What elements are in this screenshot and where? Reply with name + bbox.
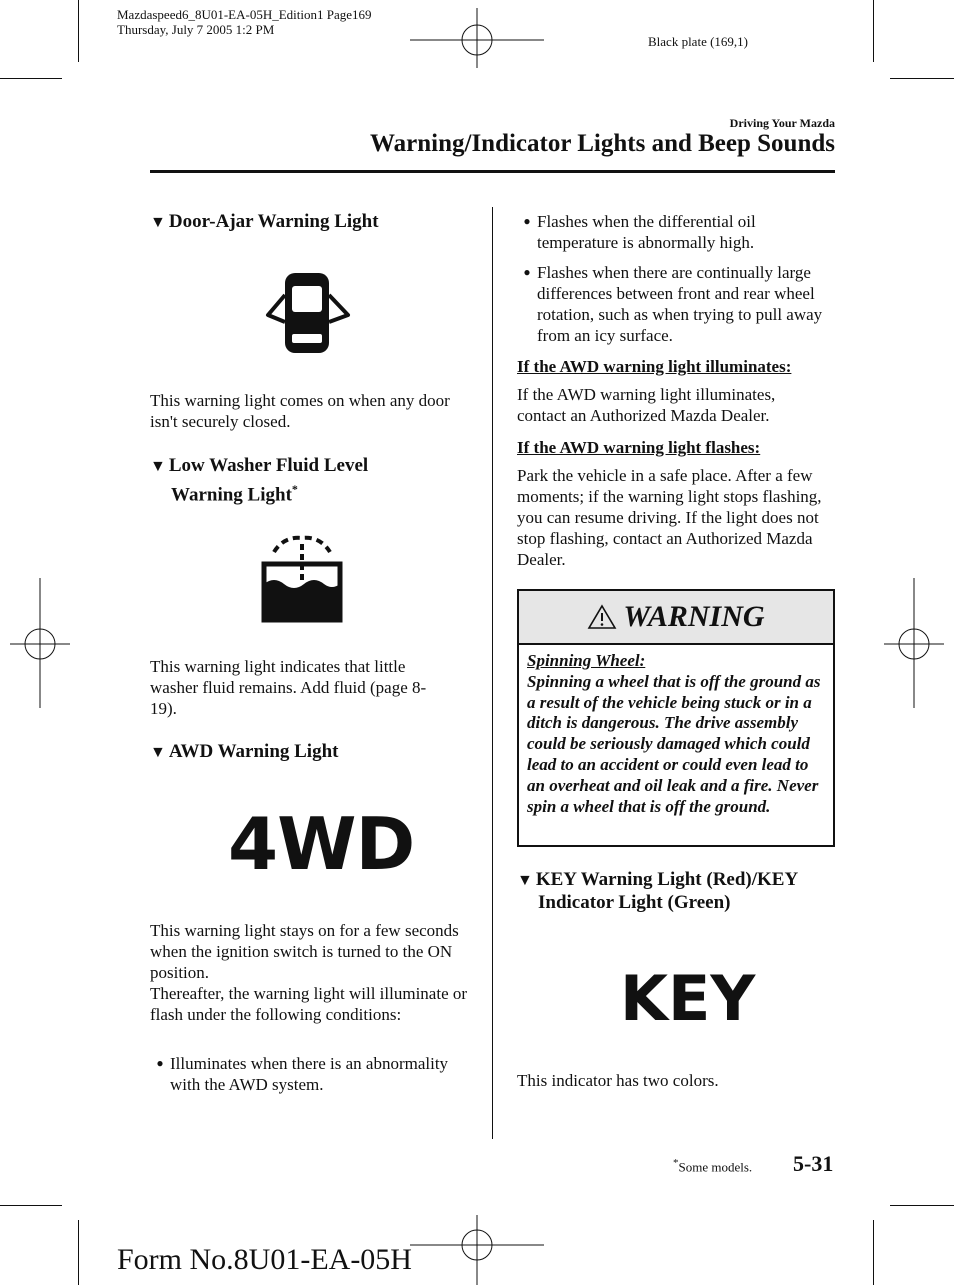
print-timestamp: Thursday, July 7 2005 1:2 PM: [117, 22, 275, 37]
footnote: *Some models.: [673, 1157, 753, 1175]
registration-mark-right-icon: [884, 578, 944, 708]
registration-mark-bottom-icon: [410, 1215, 544, 1285]
washer-fluid-tank-icon: [260, 534, 344, 624]
registration-mark-top-icon: [410, 8, 544, 68]
washer-fluid-description: This warning light indicates that little washer fluid remains. Add fluid (page 8-19).: [150, 657, 427, 718]
key-description: This indicator has two colors.: [517, 1071, 719, 1090]
column-divider: [492, 207, 493, 1139]
title-rule: [150, 170, 835, 173]
awd-flashes-text: Park the vehicle in a safe place. After a few moments; if the warning light stops flashing, you can resume driving. If the light does not stop flashing, contact an Authorized Mazda Dealer.: [517, 466, 822, 569]
warning-header: [519, 591, 833, 645]
print-file-info: [117, 7, 372, 37]
key-heading: ▼ KEY Warning Light (Red)/KEY Indicator Light (Green): [517, 869, 799, 913]
triangle-marker-icon: ▼: [150, 458, 166, 475]
footnote-asterisk: *: [291, 482, 298, 496]
bullet-dot-icon: ●: [156, 1056, 164, 1070]
list-item: ● Flashes when the differential oil temperature is abnormally high.: [517, 211, 837, 253]
warning-box: [517, 589, 835, 847]
key-indicator-icon: KEY: [620, 962, 756, 1035]
bullet-dot-icon: ●: [523, 214, 531, 228]
caution-triangle-icon: [587, 604, 617, 630]
awd-illuminates-heading: If the AWD warning light illuminates:: [517, 357, 792, 376]
footnote-asterisk: *: [673, 1157, 679, 1169]
warning-lead: Spinning Wheel:: [527, 651, 646, 670]
bullet-dot-icon: ●: [523, 265, 531, 279]
list-item: ● Illuminates when there is an abnormality with the AWD system.: [150, 1053, 460, 1095]
door-ajar-description: This warning light comes on when any door isn't securely closed.: [150, 391, 450, 431]
awd-illuminates-text: If the AWD warning light illuminates, contact an Authorized Mazda Dealer.: [517, 385, 776, 425]
awd-flashes-heading: If the AWD warning light flashes:: [517, 438, 761, 457]
triangle-marker-icon: ▼: [150, 214, 166, 231]
triangle-marker-icon: ▼: [517, 872, 533, 889]
car-open-doors-icon: [264, 270, 352, 356]
washer-fluid-heading: ▼ Low Washer Fluid Level Warning Light*: [150, 455, 369, 506]
page-number: 5-31: [793, 1151, 834, 1176]
plate-label: Black plate (169,1): [648, 34, 748, 49]
registration-mark-left-icon: [10, 578, 70, 708]
awd-bullet-list-continued: [517, 211, 837, 346]
door-ajar-heading: ▼ Door-Ajar Warning Light: [150, 211, 379, 232]
awd-heading: ▼ AWD Warning Light: [150, 741, 339, 762]
form-number: Form No.8U01-EA-05H: [117, 1243, 412, 1276]
awd-description: This warning light stays on for a few seconds when the ignition switch is turned to the ON position. Thereafter, the warning light will illuminate or flash under the following conditions:: [150, 921, 468, 1024]
page-title: Warning/Indicator Lights and Beep Sounds: [370, 130, 835, 157]
warning-title: WARNING: [623, 600, 765, 633]
print-file-name: Mazdaspeed6_8U01-EA-05H_Edition1 Page169: [117, 7, 372, 22]
warning-text: Spinning a wheel that is off the ground as a result of the vehicle being stuck or in a ditch is dangerous. The drive assembly could be seriously damaged which could lead to an accident or could even lead to an overheat and oil leak and a fire. Never spin a wheel that is off the ground.: [527, 671, 821, 816]
awd-bullet-list: [150, 1053, 460, 1095]
section-label: Driving Your Mazda: [729, 116, 835, 130]
list-item: ● Flashes when there are continually large differences between front and rear wheel rotation, such as when trying to pull away from an icy surface.: [517, 262, 837, 346]
warning-body: [519, 645, 833, 823]
awd-4wd-icon: 4WD: [228, 802, 415, 886]
triangle-marker-icon: ▼: [150, 744, 166, 761]
